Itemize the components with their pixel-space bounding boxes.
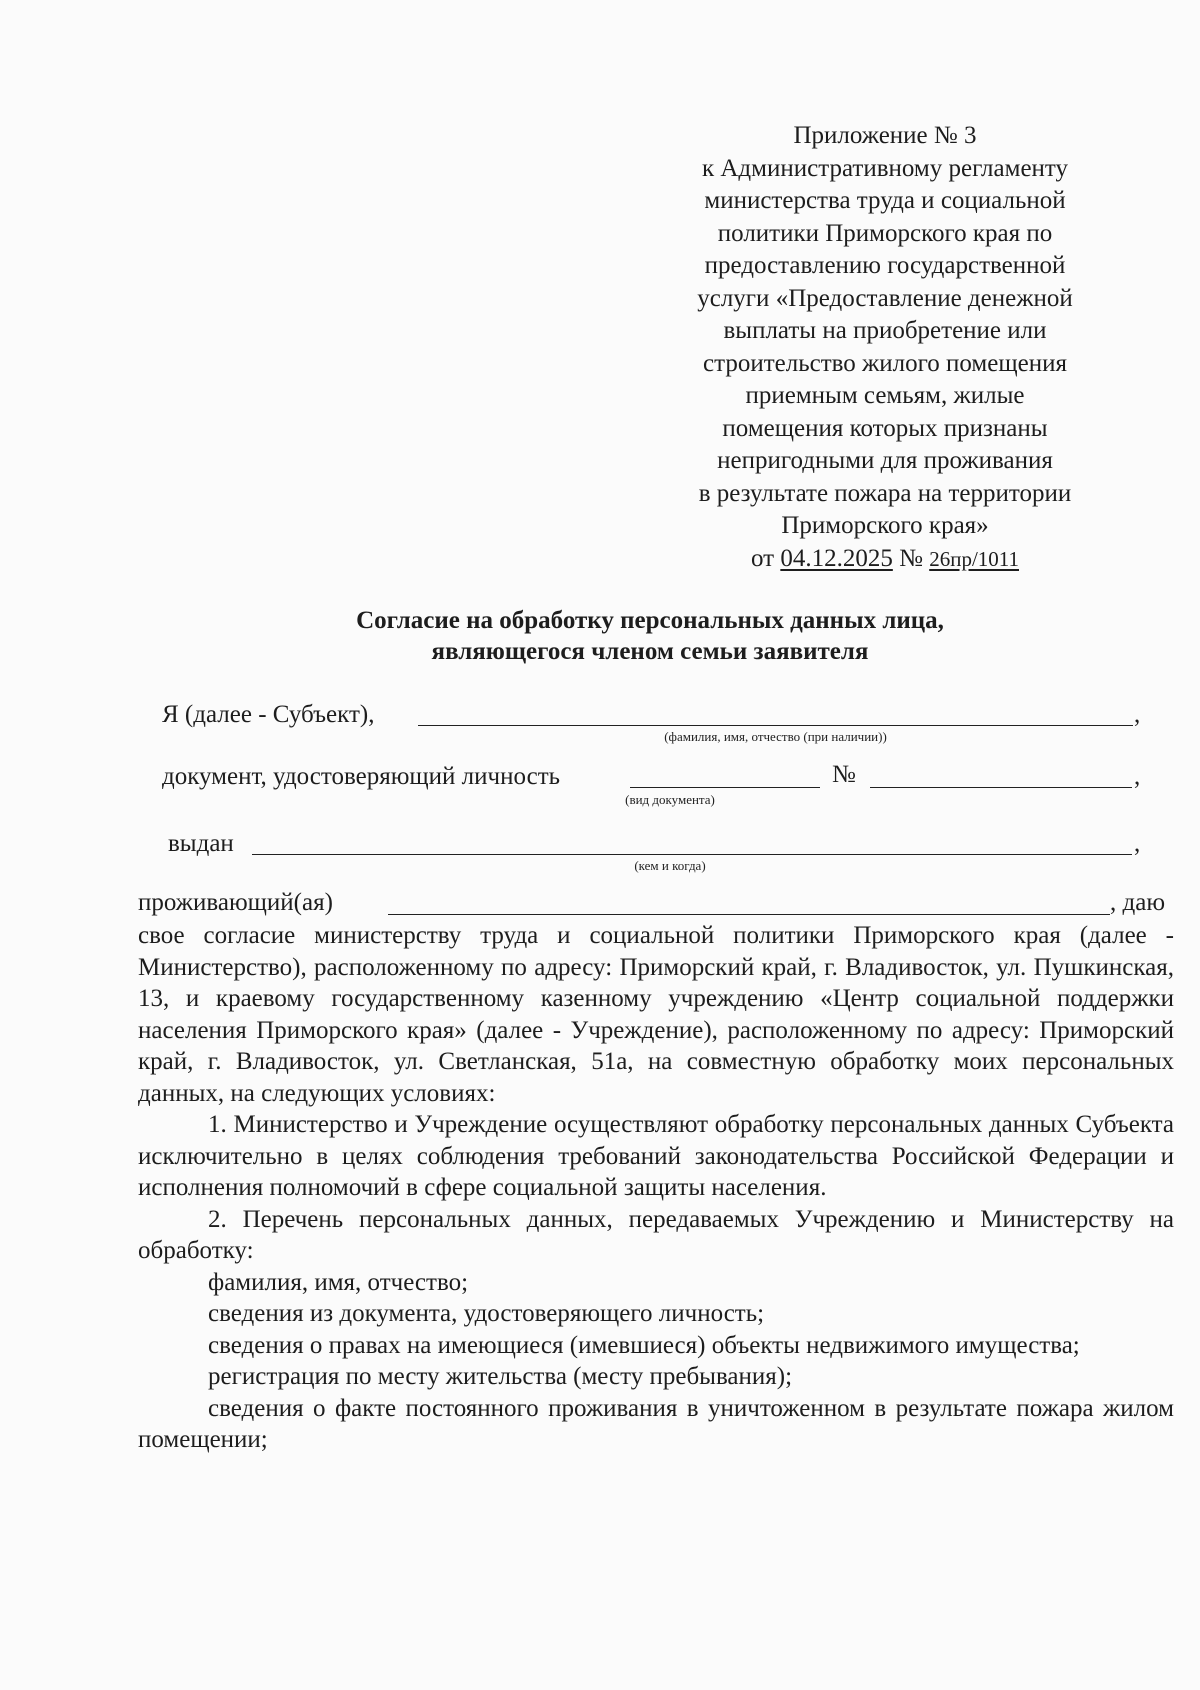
appendix-date: 04.12.2025 [780, 544, 893, 572]
doc-comma: , [1134, 763, 1141, 790]
subject-name-blank[interactable] [418, 725, 1133, 726]
appendix-line: помещения которых признаны [722, 414, 1048, 442]
list-item: фамилия, имя, отчество; [208, 1268, 469, 1296]
living-address-blank[interactable] [388, 914, 1110, 915]
living-label: проживающий(ая) [138, 889, 333, 916]
appendix-line: предоставлению государственной [704, 252, 1066, 279]
appendix-line: услуги «Предоставление денежной [697, 284, 1073, 312]
issued-blank[interactable] [252, 854, 1132, 855]
appendix-line: приемным семьям, жилые [745, 382, 1025, 409]
appendix-line: политики Приморского края по [717, 219, 1053, 247]
consent-body [138, 920, 1174, 1456]
list-item: сведения из документа, удостоверяющего личность; [208, 1300, 765, 1327]
doc-hint: (вид документа) [625, 792, 715, 807]
appendix-line: строительство жилого помещения [703, 349, 1067, 377]
list-item: сведения о правах на имеющиеся (имевшиеся) объекты недвижимого имущества; [208, 1331, 1080, 1359]
paragraph-1: 1. Министерство и Учреждение осуществляют обработку персональных данных Субъекта исключительно в целях соблюдения требований законодательства Российской Федерации и исполнения полномочий в сфере социальной защиты населения. [138, 1111, 1174, 1201]
appendix-date-line [640, 543, 1130, 576]
consent-intro: свое согласие министерству труда и социальной политики Приморского края (далее - Министерство), расположенному по адресу: Приморский край, г. Владивосток, ул. Пушкинская, 13, и краевому государственному казенному учреждению «Центр социальной поддержки населения Приморского края» (далее - Учреждение), расположенному по адресу: Приморский край, г. Владивосток, ул. Светланская, 51а, на совместную обработку моих персональных данных, на следующих условиях: [138, 922, 1174, 1107]
appendix-line: к Административному регламенту [701, 154, 1069, 182]
appendix-line: в результате пожара на территории [698, 479, 1072, 507]
title-line-1: Согласие на обработку персональных данных лица, [356, 607, 944, 634]
living-suffix: , даю [1110, 889, 1165, 916]
issued-hint: (кем и когда) [634, 858, 706, 873]
subject-hint: (фамилия, имя, отчество (при наличии)) [664, 729, 887, 744]
document-title [140, 605, 1160, 667]
appendix-line: выплаты на приобретение или [723, 317, 1047, 344]
list-item: сведения о факте постоянного проживания в уничтоженном в результате пожара жилом помещении; [138, 1394, 1174, 1453]
number-label: № [899, 544, 923, 572]
appendix-line: министерства труда и социальной [704, 187, 1066, 214]
from-label: от [750, 544, 775, 572]
subject-label: Я (далее - Субъект), [162, 701, 375, 728]
appendix-line: Приложение № 3 [793, 122, 977, 149]
appendix-number: 26пр/1011 [929, 546, 1019, 571]
subject-comma: , [1134, 701, 1141, 728]
title-line-2: являющегося членом семьи заявителя [431, 638, 869, 665]
appendix-line: непригодными для проживания [717, 447, 1053, 474]
list-item: регистрация по месту жительства (месту пребывания); [208, 1363, 793, 1390]
appendix-header [640, 120, 1130, 575]
doc-number-label: № [832, 761, 856, 788]
paragraph-2: 2. Перечень персональных данных, передаваемых Учреждению и Министерству на обработку: [138, 1205, 1174, 1264]
issued-comma: , [1134, 830, 1141, 857]
appendix-line: Приморского края» [781, 512, 989, 539]
doc-label: документ, удостоверяющий личность [162, 763, 561, 790]
doc-number-blank[interactable] [870, 787, 1132, 788]
doc-type-blank[interactable] [630, 787, 820, 788]
issued-label: выдан [168, 830, 234, 857]
